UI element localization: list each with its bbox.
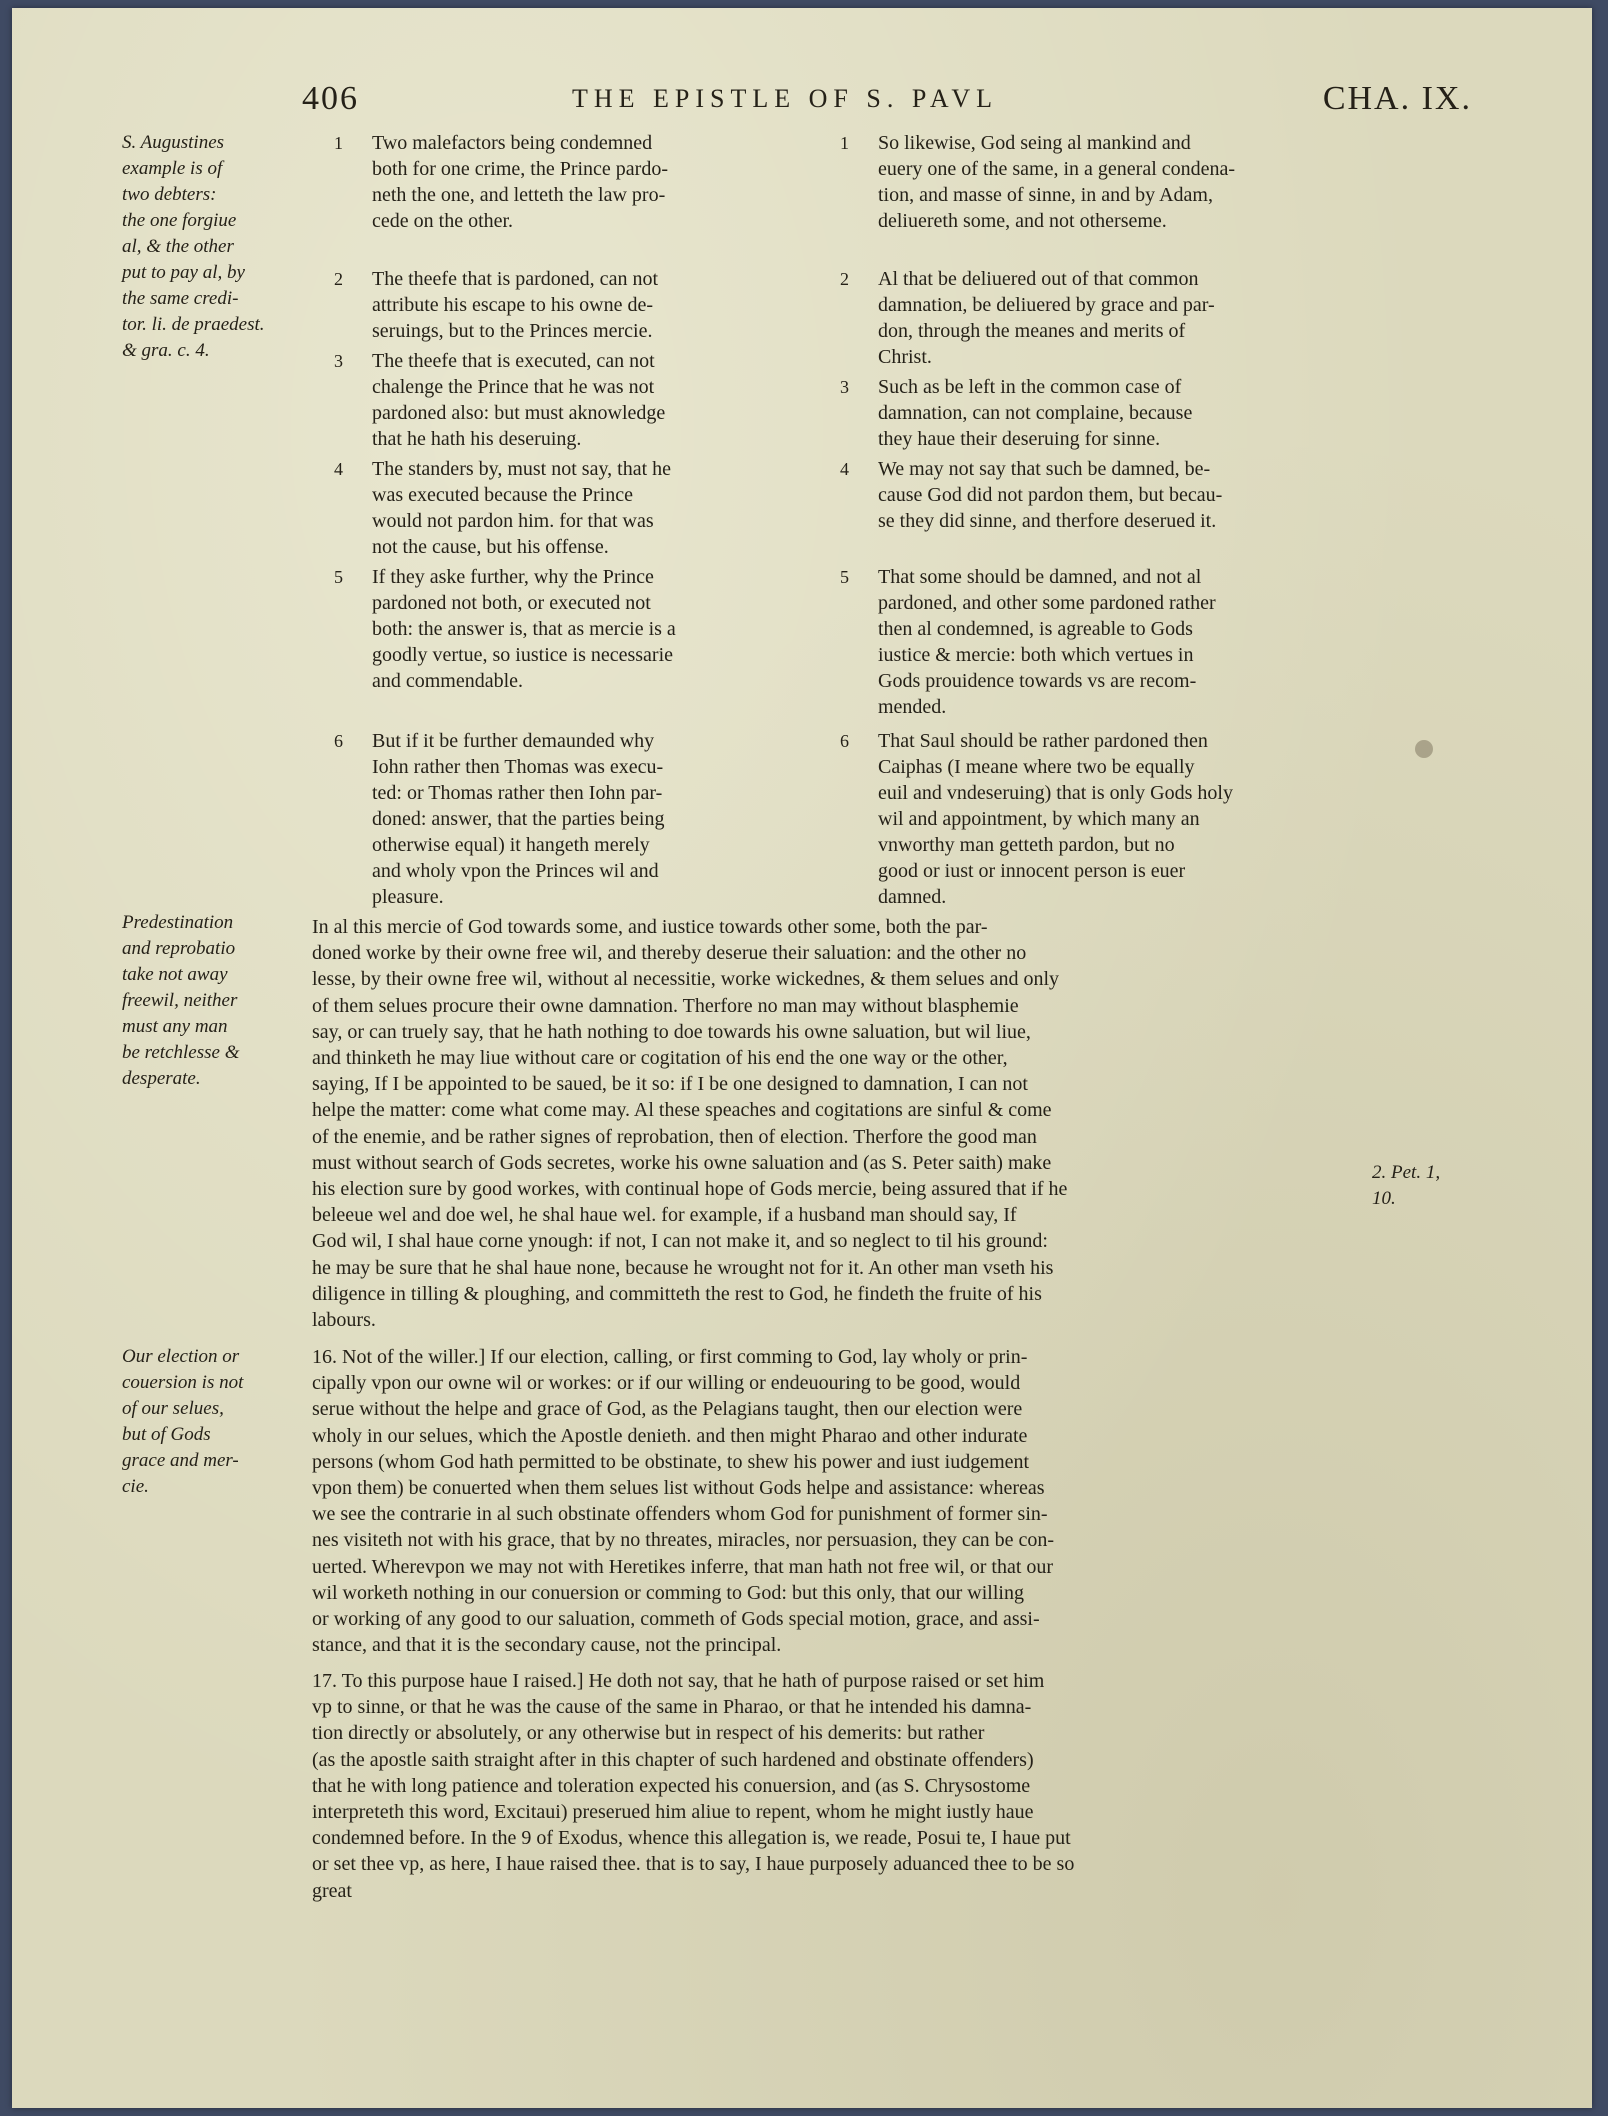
text-line: and commendable. bbox=[372, 670, 524, 692]
item-text bbox=[372, 564, 812, 694]
numbered-item bbox=[334, 728, 812, 910]
item-number: 1 bbox=[334, 133, 343, 153]
text-line: & gra. c. 4. bbox=[122, 340, 210, 361]
text-line: goodly vertue, so iustice is necessarie bbox=[372, 644, 674, 666]
item-text bbox=[372, 266, 812, 344]
text-line: lesse, by their owne free wil, without al necessitie, worke wickednes, & them selues and only bbox=[312, 968, 1060, 991]
text-line: That some should be damned, and not al bbox=[878, 566, 1202, 588]
text-line: euil and vndeseruing) that is only Gods holy bbox=[878, 782, 1233, 804]
text-line: tion directly or absolutely, or any otherwise but in respect of his demerits: but rather bbox=[312, 1722, 985, 1745]
chapter-heading: CHA. IX. bbox=[1322, 80, 1472, 117]
text-line: two debters: bbox=[122, 184, 217, 205]
text-line: pardoned not both, or executed not bbox=[372, 592, 651, 614]
text-line: 16. Not of the willer.] If our election, calling, or first comming to God, lay wholy or prin- bbox=[312, 1346, 1028, 1368]
item-number: 4 bbox=[840, 459, 849, 479]
text-line: pleasure. bbox=[372, 886, 444, 908]
text-line: good or iust or innocent person is euer bbox=[878, 860, 1186, 882]
item-number: 4 bbox=[334, 459, 343, 479]
text-line: Such as be left in the common case of bbox=[878, 376, 1182, 398]
text-line: deliuereth some, and not otherseme. bbox=[878, 210, 1167, 232]
text-line: cause God did not pardon them, but becau- bbox=[878, 484, 1223, 506]
item-text bbox=[878, 266, 1378, 370]
item-number: 2 bbox=[840, 269, 849, 289]
text-line: 2. Pet. 1, bbox=[1372, 1162, 1441, 1183]
text-line: vnworthy man getteth pardon, but no bbox=[878, 834, 1175, 856]
text-line: diligence in tilling & ploughing, and committeth the rest to God, he findeth the fruite of his bbox=[312, 1282, 1042, 1305]
text-line: beleeue wel and doe wel, he shal haue wel. for example, if a husband man should say, If bbox=[312, 1204, 1017, 1227]
text-line: that he hath his deseruing. bbox=[372, 428, 582, 450]
item-number: 2 bbox=[334, 269, 343, 289]
book-page bbox=[12, 8, 1592, 2108]
text-line: both: the answer is, that as mercie is a bbox=[372, 618, 676, 640]
text-line: grace and mer- bbox=[122, 1450, 239, 1471]
margin-note-peter-reference bbox=[1372, 1160, 1552, 1212]
text-line: vp to sinne, or that he was the cause of the same in Pharao, or that he intended his damna- bbox=[312, 1696, 1032, 1719]
text-line: attribute his escape to his owne de- bbox=[372, 294, 654, 316]
text-line: serue without the helpe and grace of God, as the Pelagians taught, then our election were bbox=[312, 1398, 1023, 1421]
text-line: Two malefactors being condemned bbox=[372, 132, 653, 154]
text-line: damned. bbox=[878, 886, 947, 908]
text-line: then al condemned, is agreable to Gods bbox=[878, 618, 1193, 640]
text-line: say, or can truely say, that he hath nothing to doe towards his owne saluation, but wil liue, bbox=[312, 1020, 1031, 1043]
paragraph-mercy bbox=[312, 914, 1377, 1333]
text-line: wil worketh nothing in our conuersion or comming to God: but this only, that our willing bbox=[312, 1581, 1024, 1604]
text-line: The theefe that is pardoned, can not bbox=[372, 268, 658, 290]
text-line: al, & the other bbox=[122, 236, 234, 257]
numbered-item bbox=[334, 348, 812, 452]
text-line: of our selues, bbox=[122, 1398, 224, 1419]
text-line: damnation, be deliuered by grace and par- bbox=[878, 294, 1215, 316]
text-line: Christ. bbox=[878, 346, 932, 368]
text-line: Caiphas (I meane where two be equally bbox=[878, 756, 1195, 778]
text-line: must any man bbox=[122, 1016, 228, 1037]
text-line: he may be sure that he shal haue none, because he wrought not for it. An other man vseth his bbox=[312, 1256, 1054, 1279]
item-number: 6 bbox=[334, 731, 343, 751]
page-title: THE EPISTLE OF S. PAVL bbox=[572, 84, 998, 113]
text-line: (as the apostle saith straight after in this chapter of such hardened and obstinate offenders) bbox=[312, 1748, 1034, 1771]
item-text bbox=[878, 374, 1378, 452]
text-line: stance, and that it is the secondary cause, not the principal. bbox=[312, 1634, 782, 1657]
text-line: If they aske further, why the Prince bbox=[372, 566, 654, 588]
item-text bbox=[372, 728, 812, 910]
text-line: The theefe that is executed, can not bbox=[372, 350, 655, 372]
text-line: cipally vpon our owne wil or workes: or if our willing or endeuouring to be good, would bbox=[312, 1372, 1021, 1395]
item-text bbox=[372, 456, 812, 560]
text-line: of the enemie, and be rather signes of reprobation, then of election. Therfore the good man bbox=[312, 1125, 1037, 1148]
text-line: the one forgiue bbox=[122, 210, 237, 231]
text-line: of them selues procure their owne damnation. Therfore no man may without blasphemie bbox=[312, 994, 1019, 1017]
item-text bbox=[878, 456, 1378, 534]
text-line: desperate. bbox=[122, 1068, 201, 1089]
item-number: 5 bbox=[334, 567, 343, 587]
numbered-item bbox=[334, 564, 812, 694]
text-line: mended. bbox=[878, 696, 947, 718]
numbered-item bbox=[840, 266, 1378, 370]
numbered-item bbox=[840, 130, 1378, 234]
text-line: that he with long patience and toleration expected his conuersion, and (as S. Chrysostome bbox=[312, 1774, 1031, 1797]
text-line: and reprobatio bbox=[122, 938, 236, 959]
text-line: chalenge the Prince that he was not bbox=[372, 376, 655, 398]
text-line: couersion is not bbox=[122, 1372, 244, 1393]
text-line: So likewise, God seing al mankind and bbox=[878, 132, 1191, 154]
text-line: they haue their deseruing for sinne. bbox=[878, 428, 1161, 450]
item-number: 3 bbox=[840, 377, 849, 397]
text-line: would not pardon him. for that was bbox=[372, 510, 654, 532]
text-line: damnation, can not complaine, because bbox=[878, 402, 1193, 424]
text-line: vpon them) be conuerted when them selues list without Gods helpe and assistance: whereas bbox=[312, 1477, 1045, 1500]
text-line: 17. To this purpose haue I raised.] He doth not say, that he hath of purpose raised or set him bbox=[312, 1670, 1045, 1692]
text-line: freewil, neither bbox=[122, 990, 238, 1011]
numbered-item bbox=[840, 374, 1378, 452]
paragraph-not-of-the-willer bbox=[312, 1344, 1377, 1658]
numbered-item bbox=[334, 266, 812, 344]
text-line: tor. li. de praedest. bbox=[122, 314, 265, 335]
text-line: nes visiteth not with his grace, that by no threates, miracles, nor persuasion, they can be con- bbox=[312, 1529, 1055, 1552]
text-line: don, through the meanes and merits of bbox=[878, 320, 1186, 342]
text-line: condemned before. In the 9 of Exodus, whence this allegation is, we reade, Posui te, I haue put bbox=[312, 1827, 1071, 1850]
item-text bbox=[372, 348, 812, 452]
item-text bbox=[878, 728, 1378, 910]
text-line: the same credi- bbox=[122, 288, 239, 309]
text-line: 10. bbox=[1372, 1188, 1396, 1209]
item-number: 3 bbox=[334, 351, 343, 371]
text-line: otherwise equal) it hangeth merely bbox=[372, 834, 650, 856]
text-line: interpreteth this word, Excitaui) preserued him aliue to repent, whom he might iustly haue bbox=[312, 1801, 1034, 1824]
text-line: or set thee vp, as here, I haue raised thee. that is to say, I haue purposely aduanced thee to be so bbox=[312, 1853, 1075, 1876]
page-number: 406 bbox=[302, 80, 359, 117]
margin-note-augustine bbox=[122, 130, 302, 364]
text-line: helpe the matter: come what come may. Al these speaches and cogitations are sinful & come bbox=[312, 1099, 1052, 1122]
item-number: 5 bbox=[840, 567, 849, 587]
text-line: iustice & mercie: both which vertues in bbox=[878, 644, 1194, 666]
text-line: be retchlesse & bbox=[122, 1042, 240, 1063]
numbered-item bbox=[840, 456, 1378, 534]
margin-note-predestination bbox=[122, 910, 302, 1092]
text-line: wholy in our selues, which the Apostle denieth. and then might Pharao and other indurate bbox=[312, 1424, 1028, 1447]
item-number: 1 bbox=[840, 133, 849, 153]
text-line: great bbox=[312, 1879, 352, 1902]
text-line: but of Gods bbox=[122, 1424, 211, 1445]
text-line: se they did sinne, and therfore deserued it. bbox=[878, 510, 1217, 532]
text-line: both for one crime, the Prince pardo- bbox=[372, 158, 669, 180]
text-line: Our election or bbox=[122, 1346, 240, 1367]
item-text bbox=[878, 130, 1378, 234]
text-line: doned worke by their owne free wil, and thereby deserue their saluation: and the other no bbox=[312, 942, 1027, 965]
text-line: pardoned, and other some pardoned rather bbox=[878, 592, 1216, 614]
numbered-item bbox=[334, 456, 812, 560]
text-line: cie. bbox=[122, 1476, 149, 1497]
text-line: was executed because the Prince bbox=[372, 484, 633, 506]
text-line: tion, and masse of sinne, in and by Adam, bbox=[878, 184, 1213, 206]
text-line: wil and appointment, by which many an bbox=[878, 808, 1200, 830]
text-line: saying, If I be appointed to be saued, be it so: if I be one designed to damnation, I can not bbox=[312, 1073, 1028, 1096]
text-line: we see the contrarie in al such obstinate offenders whom God for punishment of former sin- bbox=[312, 1503, 1048, 1526]
text-line: Gods prouidence towards vs are recom- bbox=[878, 670, 1197, 692]
paragraph-raised bbox=[312, 1668, 1377, 1904]
text-line: doned: answer, that the parties being bbox=[372, 808, 665, 830]
text-line: and thinketh he may liue without care or cogitation of his end the one way or the other, bbox=[312, 1047, 1008, 1070]
text-line: neth the one, and letteth the law pro- bbox=[372, 184, 666, 206]
text-line: Predestination bbox=[122, 912, 234, 933]
text-line: We may not say that such be damned, be- bbox=[878, 458, 1211, 480]
item-text bbox=[878, 564, 1378, 720]
text-line: seruings, but to the Princes mercie. bbox=[372, 320, 653, 342]
text-line: Iohn rather then Thomas was execu- bbox=[372, 756, 664, 778]
text-line: Al that be deliuered out of that common bbox=[878, 268, 1199, 290]
text-line: labours. bbox=[312, 1309, 376, 1332]
text-line: must without search of Gods secretes, worke his owne saluation and (as S. Peter saith) make bbox=[312, 1151, 1052, 1174]
text-line: euery one of the same, in a general condena- bbox=[878, 158, 1236, 180]
text-line: his election sure by good workes, with continual hope of Gods mercie, being assured that if he bbox=[312, 1178, 1068, 1201]
text-line: take not away bbox=[122, 964, 228, 985]
text-line: The standers by, must not say, that he bbox=[372, 458, 672, 480]
item-number: 6 bbox=[840, 731, 849, 751]
item-text bbox=[372, 130, 812, 234]
text-line: or working of any good to our saluation, commeth of Gods special motion, grace, and assi- bbox=[312, 1608, 1040, 1631]
text-line: pardoned also: but must aknowledge bbox=[372, 402, 666, 424]
text-line: and wholy vpon the Princes wil and bbox=[372, 860, 659, 882]
numbered-item bbox=[840, 564, 1378, 720]
text-line: That Saul should be rather pardoned then bbox=[878, 730, 1208, 752]
text-line: persons (whom God hath permitted to be obstinate, to shew his power and iust iudgement bbox=[312, 1450, 1030, 1473]
margin-note-election bbox=[122, 1344, 302, 1500]
text-line: S. Augustines bbox=[122, 132, 225, 153]
text-line: example is of bbox=[122, 158, 223, 179]
ink-stain bbox=[1415, 740, 1433, 758]
text-line: In al this mercie of God towards some, and iustice towards other some, both the par- bbox=[312, 916, 988, 938]
text-line: not the cause, but his offense. bbox=[372, 536, 609, 558]
text-line: ted: or Thomas rather then Iohn par- bbox=[372, 782, 663, 804]
running-header bbox=[302, 80, 1472, 124]
text-line: put to pay al, by bbox=[122, 262, 245, 283]
text-line: uerted. Wherevpon we may not with Heretikes inferre, that man hath not free wil, or that our bbox=[312, 1555, 1054, 1578]
text-line: God wil, I shal haue corne ynough: if not, I can not make it, and so neglect to til his ground: bbox=[312, 1230, 1048, 1253]
text-line: But if it be further demaunded why bbox=[372, 730, 655, 752]
text-line: cede on the other. bbox=[372, 210, 514, 232]
numbered-item bbox=[840, 728, 1378, 910]
numbered-item bbox=[334, 130, 812, 234]
